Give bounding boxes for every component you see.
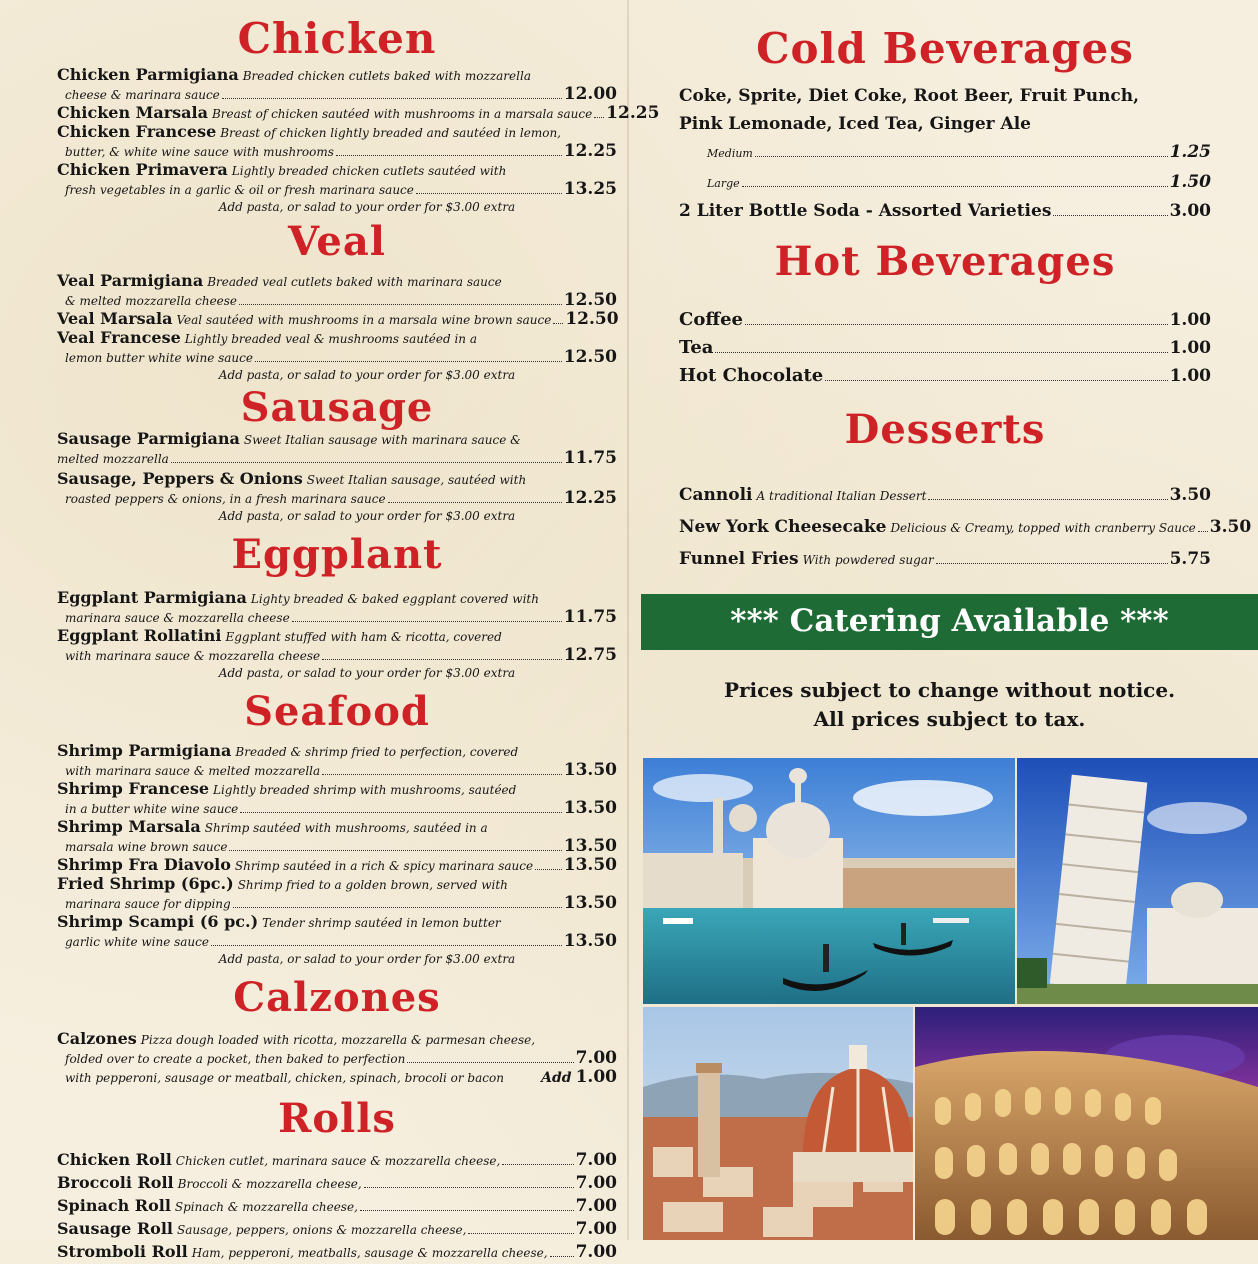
calzones-section — [57, 1030, 617, 1087]
leader-dots — [502, 1164, 573, 1165]
item-price: 5.75 — [1169, 549, 1211, 569]
leader-dots — [407, 1062, 573, 1063]
item-name: Fried Shrimp (6pc.) — [57, 874, 234, 893]
section-note: Add pasta, or salad to your order for $3.00 extra — [218, 952, 516, 966]
item-price: 3.50 — [1169, 485, 1211, 505]
hot-beverages-heading: Hot Beverages — [774, 238, 1116, 285]
veal-heading: Veal — [288, 218, 386, 265]
item-desc: Breaded chicken cutlets baked with mozzarella — [242, 69, 531, 83]
item-price: 1.00 — [1169, 310, 1211, 330]
leader-dots — [233, 907, 562, 908]
leader-dots — [229, 850, 561, 851]
section-note: Add pasta, or salad to your order for $3.00 extra — [218, 368, 516, 382]
leader-dots — [745, 324, 1168, 325]
colosseum-photo — [915, 1007, 1258, 1240]
item-name: Hot Chocolate — [679, 365, 824, 386]
leader-dots — [255, 361, 562, 362]
item-price: 12.50 — [563, 290, 617, 310]
item-price: 7.00 — [575, 1196, 617, 1216]
item-price: 13.50 — [563, 855, 617, 875]
menu-item — [57, 470, 617, 508]
leader-dots — [742, 186, 1168, 187]
item-name: Eggplant Rollatini — [57, 626, 222, 645]
item-desc-cont: garlic white wine sauce — [65, 935, 209, 949]
leader-dots — [336, 155, 562, 156]
item-desc: Lightly breaded chicken cutlets sautéed with — [231, 164, 507, 178]
item-desc: Breaded veal cutlets baked with marinara sauce — [207, 275, 502, 289]
leader-dots — [755, 156, 1168, 157]
item-price: 12.25 — [563, 141, 617, 161]
item-price: 7.00 — [575, 1173, 617, 1193]
item-name: Chicken Primavera — [57, 160, 228, 179]
item-name: Eggplant Parmigiana — [57, 588, 247, 607]
leader-dots — [825, 380, 1167, 381]
item-desc-cont: with marinara sauce & melted mozzarella — [65, 764, 321, 778]
colosseum-illustration — [915, 1007, 1258, 1240]
size-row-large — [679, 168, 1211, 198]
item-desc: Sausage, peppers, onions & mozzarella cheese, — [177, 1223, 467, 1237]
item-desc: With powdered sugar — [802, 553, 934, 567]
calzones-heading: Calzones — [233, 974, 441, 1021]
size-label: Large — [707, 177, 740, 190]
item-desc: Lighty breaded & baked eggplant covered with — [250, 592, 539, 606]
sausage-heading: Sausage — [240, 384, 434, 431]
item-desc: Tender shrimp sautéed in lemon butter — [262, 916, 501, 930]
eggplant-heading: Eggplant — [231, 531, 443, 578]
leader-dots — [239, 304, 562, 305]
seafood-heading: Seafood — [244, 688, 430, 735]
leader-dots — [211, 945, 562, 946]
item-price: 13.50 — [563, 836, 617, 856]
leader-dots — [936, 563, 1168, 564]
item-desc: Veal sautéed with mushrooms in a marsala wine brown sauce — [176, 313, 552, 327]
left-column — [57, 14, 660, 1264]
item-desc-cont: marinara sauce & mozzarella cheese — [65, 611, 290, 625]
menu-item — [679, 544, 1211, 576]
leader-dots — [1053, 215, 1167, 216]
leader-dots — [1198, 531, 1208, 532]
item-name: Sausage, Peppers & Onions — [57, 469, 303, 488]
add-label: Add — [541, 1070, 572, 1086]
leader-dots — [553, 323, 563, 324]
menu-item — [57, 1030, 617, 1087]
item-name: Spinach Roll — [57, 1196, 171, 1215]
menu-item — [679, 334, 1211, 362]
item-price: 12.50 — [563, 347, 617, 367]
florence-illustration — [643, 1007, 913, 1240]
item-name: Cannoli — [679, 485, 753, 505]
item-price: 7.00 — [575, 1219, 617, 1239]
item-desc: Shrimp fried to a golden brown, served with — [237, 878, 508, 892]
item-name: Shrimp Francese — [57, 779, 209, 798]
menu-item — [57, 818, 617, 856]
leader-dots — [594, 117, 604, 118]
item-name: Chicken Francese — [57, 122, 217, 141]
item-desc-cont: melted mozzarella — [57, 452, 169, 466]
menu-item — [57, 780, 617, 818]
section-note: Add pasta, or salad to your order for $3.00 extra — [218, 509, 516, 523]
disclaimer-line-2: All prices subject to tax. — [813, 707, 1086, 731]
item-price: 11.75 — [563, 607, 617, 627]
item-price: 3.50 — [1209, 517, 1252, 537]
menu-item — [57, 1218, 617, 1241]
item-price: 3.00 — [1169, 201, 1211, 221]
venice-photo — [643, 758, 1015, 1004]
item-name: Veal Parmigiana — [57, 271, 204, 290]
leader-dots — [240, 812, 562, 813]
menu-item — [57, 1172, 617, 1195]
leader-dots — [322, 659, 562, 660]
menu-item — [679, 480, 1211, 512]
cold-drinks-line-2: Pink Lemonade, Iced Tea, Ginger Ale — [679, 114, 1031, 134]
item-name: New York Cheesecake — [679, 517, 887, 537]
leader-dots — [928, 499, 1167, 500]
menu-item — [57, 272, 617, 310]
item-desc-cont: roasted peppers & onions, in a fresh marinara sauce — [65, 492, 386, 506]
menu-item — [57, 875, 617, 913]
item-name: Chicken Roll — [57, 1150, 172, 1169]
menu-item — [679, 512, 1252, 544]
item-price: 12.75 — [563, 645, 617, 665]
leader-dots — [360, 1210, 574, 1211]
item-name: Shrimp Marsala — [57, 817, 201, 836]
menu-item — [57, 1195, 617, 1218]
item-name: Shrimp Parmigiana — [57, 741, 232, 760]
item-price: 12.00 — [563, 84, 617, 104]
leader-dots — [322, 774, 562, 775]
menu-item — [57, 1241, 617, 1264]
item-name: Tea — [679, 337, 714, 358]
item-name: Calzones — [57, 1029, 137, 1048]
chicken-heading: Chicken — [237, 14, 437, 63]
menu-item — [57, 103, 660, 123]
cold-beverages-heading: Cold Beverages — [756, 24, 1134, 73]
menu-item — [57, 627, 617, 665]
size-price: 1.50 — [1169, 172, 1211, 192]
item-desc: Lightly breaded shrimp with mushrooms, sautéed — [213, 783, 517, 797]
menu-item — [57, 1149, 617, 1172]
leader-dots — [416, 193, 562, 194]
rolls-section — [57, 1149, 617, 1264]
item-price: 13.50 — [563, 760, 617, 780]
add-price: 1.00 — [575, 1067, 617, 1087]
section-note: Add pasta, or salad to your order for $3.00 extra — [218, 200, 516, 214]
menu-item — [57, 66, 617, 104]
item-price: 7.00 — [575, 1150, 617, 1170]
item-price: 12.25 — [606, 103, 660, 123]
menu-item — [57, 742, 617, 780]
sausage-section — [57, 430, 617, 525]
right-column — [679, 24, 1252, 576]
item-desc-cont: with pepperoni, sausage or meatball, chicken, spinach, brocoli or bacon — [65, 1071, 504, 1085]
leader-dots — [388, 502, 562, 503]
item-price: 7.00 — [575, 1242, 617, 1262]
item-price: 13.25 — [563, 179, 617, 199]
disclaimer-line-1: Prices subject to change without notice. — [723, 678, 1176, 702]
item-desc: Sweet Italian sausage with marinara sauce & — [243, 433, 521, 447]
item-desc-cont: with marinara sauce & mozzarella cheese — [65, 649, 321, 663]
leader-dots — [222, 98, 562, 99]
item-name: Veal Marsala — [57, 309, 173, 328]
catering-banner: *** Catering Available *** — [641, 594, 1258, 650]
item-price: 13.50 — [563, 931, 617, 951]
fold-line — [627, 0, 629, 1240]
menu-item — [57, 161, 617, 199]
item-name: Veal Francese — [57, 328, 181, 347]
menu-item — [57, 430, 617, 468]
menu-item — [57, 123, 617, 161]
item-price: 1.00 — [1169, 366, 1211, 386]
item-name: Chicken Parmigiana — [57, 65, 239, 84]
item-name: Chicken Marsala — [57, 103, 208, 122]
item-price: 1.00 — [1169, 338, 1211, 358]
item-price: 13.50 — [563, 798, 617, 818]
item-desc: Shrimp sautéed with mushrooms, sautéed in a — [204, 821, 488, 835]
veal-section — [57, 272, 617, 384]
item-desc-cont: marinara sauce for dipping — [65, 897, 231, 911]
item-name: Sausage Roll — [57, 1219, 173, 1238]
item-name: Shrimp Fra Diavolo — [57, 855, 231, 874]
venice-illustration — [643, 758, 1015, 1004]
menu-item — [57, 856, 617, 875]
item-desc-cont: cheese & marinara sauce — [65, 88, 220, 102]
desserts-heading: Desserts — [844, 406, 1046, 453]
leader-dots — [171, 462, 562, 463]
leader-dots — [715, 352, 1167, 353]
item-name: Coffee — [679, 309, 744, 330]
menu-item — [57, 589, 617, 627]
menu-item — [679, 306, 1211, 334]
item-desc: Breaded & shrimp fried to perfection, covered — [235, 745, 519, 759]
florence-photo — [643, 1007, 913, 1240]
item-name: Sausage Parmigiana — [57, 429, 240, 448]
item-desc-cont: butter, & white wine sauce with mushrooms — [65, 145, 334, 159]
price-disclaimer — [641, 676, 1258, 734]
item-desc: Breast of chicken lightly breaded and sautéed in lemon, — [220, 126, 561, 140]
item-desc: Chicken cutlet, marinara sauce & mozzarella cheese, — [175, 1154, 501, 1168]
item-price: 11.75 — [563, 448, 617, 468]
item-price: 12.50 — [565, 309, 619, 329]
item-price: 12.25 — [563, 488, 617, 508]
cold-drinks-line-1: Coke, Sprite, Diet Coke, Root Beer, Fruit Punch, — [679, 86, 1140, 106]
leader-dots — [535, 869, 562, 870]
item-name: Funnel Fries — [679, 549, 799, 569]
item-desc: Pizza dough loaded with ricotta, mozzarella & parmesan cheese, — [140, 1033, 536, 1047]
item-price: 13.50 — [563, 893, 617, 913]
item-desc-cont: marsala wine brown sauce — [65, 840, 228, 854]
item-desc: Sweet Italian sausage, sautéed with — [306, 473, 527, 487]
section-note: Add pasta, or salad to your order for $3.00 extra — [218, 666, 516, 680]
leader-dots — [468, 1233, 573, 1234]
item-desc-cont: in a butter white wine sauce — [65, 802, 239, 816]
size-row-medium — [679, 138, 1211, 168]
menu-item — [57, 913, 617, 951]
item-desc-cont: & melted mozzarella cheese — [65, 294, 238, 308]
menu-item — [57, 310, 617, 329]
two-liter-row — [679, 198, 1211, 224]
chicken-section — [57, 65, 660, 216]
size-price: 1.25 — [1169, 142, 1211, 162]
pisa-photo — [1017, 758, 1258, 1004]
pisa-illustration — [1017, 758, 1258, 1004]
item-name: Broccoli Roll — [57, 1173, 174, 1192]
item-desc: A traditional Italian Dessert — [756, 489, 927, 503]
item-name: Shrimp Scampi (6 pc.) — [57, 912, 259, 931]
leader-dots — [550, 1256, 574, 1257]
rolls-heading: Rolls — [278, 1095, 396, 1142]
item-name: 2 Liter Bottle Soda - Assorted Varieties — [679, 201, 1052, 221]
item-desc-cont: fresh vegetables in a garlic & oil or fresh marinara sauce — [65, 183, 414, 197]
item-desc: Shrimp sautéed in a rich & spicy marinara sauce — [234, 859, 534, 873]
item-price: 7.00 — [575, 1048, 617, 1068]
item-desc: Lightly breaded veal & mushrooms sautéed in a — [184, 332, 478, 346]
item-desc: Broccoli & mozzarella cheese, — [177, 1177, 362, 1191]
item-desc: Ham, pepperoni, meatballs, sausage & mozzarella cheese, — [191, 1246, 548, 1260]
item-desc: Breast of chicken sautéed with mushrooms in a marsala sauce — [211, 107, 593, 121]
item-name: Stromboli Roll — [57, 1242, 188, 1261]
size-label: Medium — [707, 147, 753, 160]
item-desc: Delicious & Creamy, topped with cranberry Sauce — [890, 521, 1196, 535]
seafood-section — [57, 742, 617, 968]
eggplant-section — [57, 589, 617, 682]
menu-item — [57, 329, 617, 367]
menu-item — [679, 362, 1211, 390]
leader-dots — [292, 621, 562, 622]
item-desc: Eggplant stuffed with ham & ricotta, covered — [225, 630, 502, 644]
item-desc: Spinach & mozzarella cheese, — [174, 1200, 358, 1214]
item-desc-cont: folded over to create a pocket, then baked to perfection — [65, 1052, 406, 1066]
leader-dots — [364, 1187, 574, 1188]
item-desc-cont: lemon butter white wine sauce — [65, 351, 253, 365]
